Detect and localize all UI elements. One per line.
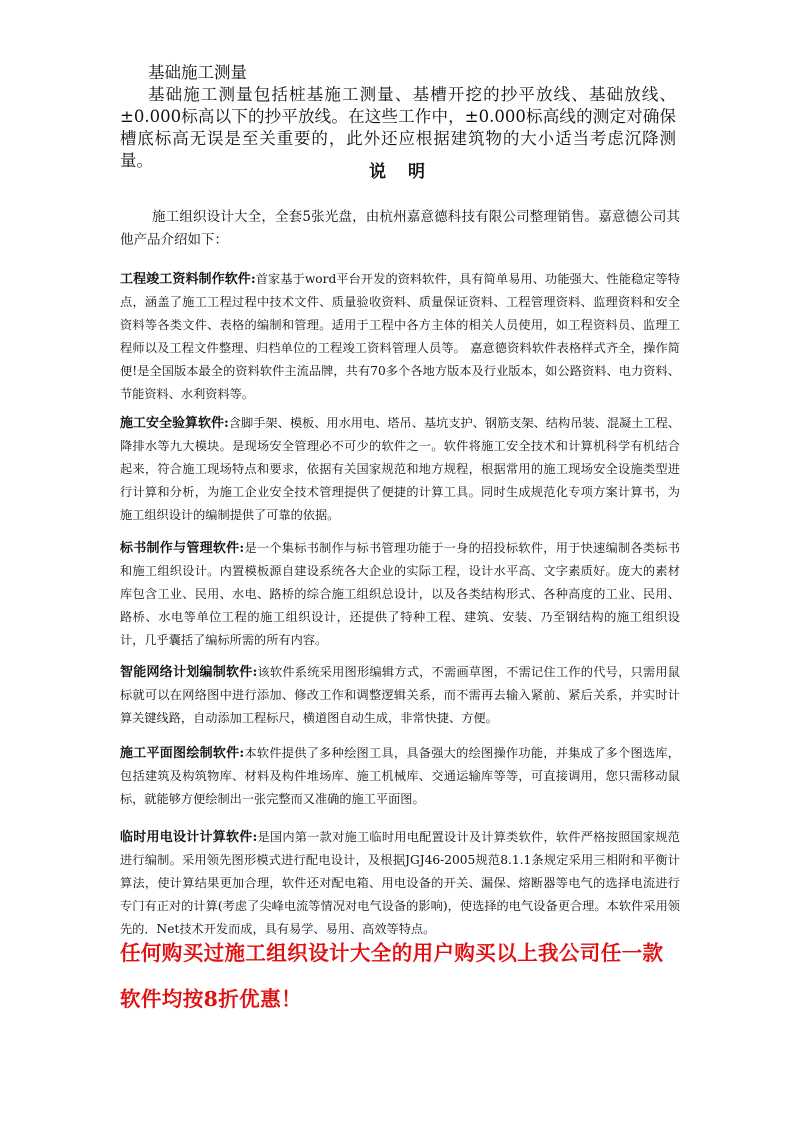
product-paragraph <box>120 661 680 730</box>
product-paragraph <box>120 537 680 652</box>
product-paragraph <box>120 742 680 811</box>
product-name: 施工安全验算软件: <box>120 416 229 431</box>
product-paragraph <box>120 826 680 941</box>
lead-paragraph: 施工组织设计大全，全套5张光盘，由杭州嘉意德科技有限公司整理销售。嘉意德公司其他产品介绍如下： <box>120 209 680 248</box>
product-description: 本软件提供了多种绘图工具，具备强大的绘图操作功能，并集成了多个图选库，包括建筑及构筑物库、材料及构件堆场库、施工机械库、交通运输库等等，可直接调用，您只需移动鼠标，就能够方便绘制出一张完整而又准确的施工平面图。 <box>120 746 680 806</box>
product-description: 是一个集标书制作与标书管理功能于一身的招投标软件，用于快速编制各类标书和施工组织设计。内置模板源自建设系统各大企业的实际工程，设计水平高、文字素质好。庞大的素材库包含工业、民用、水电、路桥的综合施工组织总设计，以及各类结构形式、各种高度的工业、民用、路桥、水电等单位工程的施工组织设计，还提供了特种工程、建筑、安装、乃至钢结构的施工组织设计，几乎囊括了编标所需的所有内容。 <box>120 541 680 647</box>
product-description: 该软件系统采用图形编辑方式，不需画草图，不需记住工作的代号，只需用鼠标就可以在网络图中进行添加、修改工作和调整逻辑关系，而不需再去输入紧前、紧后关系，并实时计算关键线路，自动添加工程标尺，横道图自动生成，非常快捷、方便。 <box>120 665 680 725</box>
product-name: 施工平面图绘制软件: <box>120 746 245 761</box>
product-description: 含脚手架、模板、用水用电、塔吊、基坑支护、钢筋支架、结构吊装、混凝土工程、降排水等九大模块。是现场安全管理必不可少的软件之一。软件将施工安全技术和计算机科学有机结合起来，符合施工现场特点和要求，依据有关国家规范和地方规程，根据常用的施工现场安全设施类型进行计算和分析，为施工企业安全技术管理提供了便捷的计算工具。同时生成规范化专项方案计算书，为施工组织设计的编制提供了可靠的依据。 <box>120 416 680 522</box>
product-description: 是国内第一款对施工临时用电配置设计及计算类软件，软件严格按照国家规范进行编制。采用领先图形模式进行配电设计，及根据JGJ46-2005规范8.1.1条规定采用三相附和平衡计算法，使计算结果更加合理，软件还对配电箱、用电设备的开关、漏保、熔断器等电气的选择电流进行专门有正对的计算(考虑了尖峰电流等情况对电气设备的影响)，使选择的电气设备更合理。本软件采用领先的．Net技术开发而成，具有易学、易用、高效等特点。 <box>120 830 680 936</box>
product-paragraph <box>120 412 680 527</box>
product-paragraph <box>120 268 680 406</box>
product-name: 智能网络计划编制软件: <box>120 665 258 680</box>
product-name: 临时用电设计计算软件: <box>120 830 258 845</box>
page-title: 说明 <box>369 162 447 182</box>
product-description: 首家基于word平台开发的资料软件，具有简单易用、功能强大、性能稳定等特点，涵盖了施工工程过程中技术文件、质量验收资料、质量保证资料、工程管理资料、监理资料和安全资料等各类文件、表格的编制和管理。适用于工程中各方主体的相关人员使用，如工程资料员、监理工程师以及工程文件整理、归档单位的工程竣工资料管理人员等。 嘉意德资料软件表格样式齐全，操作简便!是全国版本最全的资料软件主流品牌，共有70多个各地方版本及行业版本，如公路资料、电力资料、节能资料、水利资料等。 <box>120 272 680 401</box>
promo-text: 任何购买过施工组织设计大全的用户购买以上我公司任一款软件均按8折优惠！ <box>120 941 664 1011</box>
product-name: 标书制作与管理软件: <box>120 541 245 556</box>
product-name: 工程竣工资料制作软件: <box>120 272 256 287</box>
section-body: 基础施工测量包括桩基施工测量、基槽开挖的抄平放线、基础放线、±0.000标高以下的抄平放线。在这些工作中，±0.000标高线的测定对确保槽底标高无误是至关重要的，此外还应根据建筑物的大小适当考虑沉降测量。 <box>120 85 676 170</box>
section-heading: 基础施工测量 <box>148 63 247 82</box>
